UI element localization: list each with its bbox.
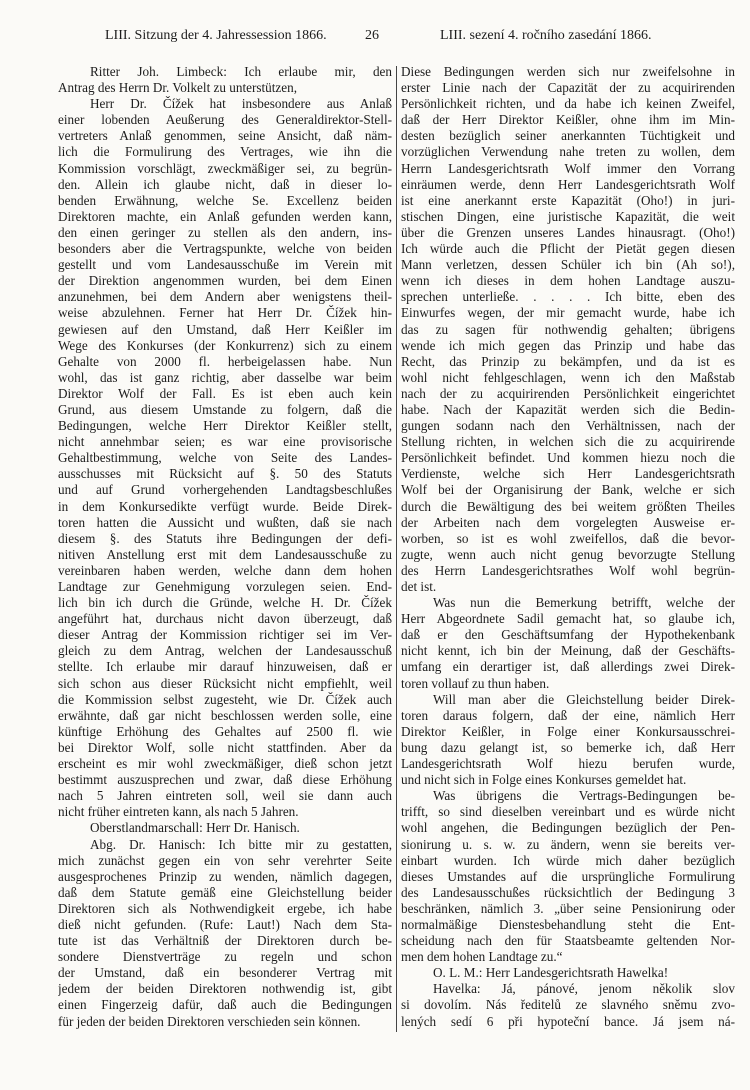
text-line: bestimmt auszusprechen und zwar, daß diese Erhöhung xyxy=(58,772,392,788)
text-line: daß dem Statute gemäß eine Gleichstellung beider xyxy=(58,884,392,900)
text-line: künftige Erhöhung des Gehaltes auf 2500 fl. wie xyxy=(58,723,392,739)
text-line: Verdienste, welche sich Herr Landesgerichtsrath xyxy=(401,466,735,482)
text-line: und nicht sich in Folge eines Konkurses gemeldet hat. xyxy=(401,772,687,788)
text-line: tute ist das Verhältniß der Direktoren durch be- xyxy=(58,933,392,949)
text-line: habe. Nach der Kapazität werden sich die Bedin- xyxy=(401,401,735,417)
text-line: Was nun die Bemerkung betrifft, welche der xyxy=(433,595,735,611)
text-line: desten bezüglich seiner anerkannten Tüchtigkeit und xyxy=(401,128,735,144)
text-line: das zu sagen für nothwendig gehalten; übrigens xyxy=(401,321,735,337)
text-line: erwähnte, daß gar nicht beschlossen werden solle, eine xyxy=(58,707,392,723)
text-line: der Direktion angenommen wurden, bei dem Einen xyxy=(58,273,392,289)
text-line: ist eine anerkannt erste Kapazität (Oho!) in juri- xyxy=(401,192,735,208)
text-line: det ist. xyxy=(401,579,437,594)
text-line: den einen geringer zu stellen als den andern, ins- xyxy=(58,224,392,240)
text-line: Persönlichkeit richten, und da habe ich keinen Zweifel, xyxy=(401,96,735,112)
text-line: Abg. Dr. Hanisch: Ich bitte mir zu gestatten, xyxy=(90,836,392,852)
text-line: sich schon aus dieser Rücksicht nicht empfiehlt, weil xyxy=(58,675,392,691)
text-line: vorzüglichen Verwendung nahe treten zu wollen, dem xyxy=(401,144,735,160)
text-line: Wege des Konkurses (der Konkurrenz) sich zu einem xyxy=(58,337,392,353)
text-line: zugte, wenn auch nicht genug bevorzugte Stellung xyxy=(401,546,735,562)
running-header-german: LIII. Sitzung der 4. Jahressession 1866. xyxy=(105,28,327,43)
text-line: Bedingungen, welche Herr Direktor Keißler stellt, xyxy=(58,418,392,434)
text-line: Direktor Keißler, in Folge einer Konkursausschrei- xyxy=(401,723,735,739)
text-line: beschränken, nämlich 3. „über seine Pensionirung oder xyxy=(401,900,735,916)
text-line: stellte. Ich erlaube mir darauf hinzuweisen, daß er xyxy=(58,659,392,675)
text-line: wenn ich dieses in dem hohen Landtage auszu- xyxy=(401,273,735,289)
text-line: Was übrigens die Vertrags-Bedingungen be- xyxy=(433,788,735,804)
text-line: lich die Formulirung des Vertrages, wie ihn die xyxy=(58,144,392,160)
text-line: angeführt hat, durchaus nicht davon überzeugt, daß xyxy=(58,611,392,627)
text-line: Havelka: Já, pánové, jenom několik slov xyxy=(433,981,735,997)
text-line: Herr Dr. Čížek hat insbesondere aus Anlaß xyxy=(90,96,392,112)
text-line: men dem hohen Landtage zu.“ xyxy=(401,949,563,965)
text-line: toren daraus folgern, daß der eine, nämlich Herr xyxy=(401,707,735,723)
text-line: Recht, das Prinzip zu bekämpfen, und da ist es xyxy=(401,353,735,369)
text-line: nitiven Anstellung erst mit dem Landesausschuße zu xyxy=(58,546,392,562)
text-line: Antrag des Herrn Dr. Volkelt zu unterstützen, xyxy=(58,80,298,96)
text-line: Ich würde auch die Pflicht der Pietät gegen diesen xyxy=(401,241,735,257)
text-line: stischen Dingen, eine juristische Kapazität, die weit xyxy=(401,208,735,224)
text-line: einbart wurden. Ich würde mich daher bezüglich xyxy=(401,852,735,868)
text-line: Mann verletzen, dessen Schüler ich bin (Ah so!), xyxy=(401,257,735,273)
text-line: Direktoren sich als Nothwendigkeit ergebe, ich habe xyxy=(58,900,392,916)
text-line: durch die Bewältigung des bei weitem größten Theiles xyxy=(401,498,735,514)
text-line: des Landesausschußes rücksichtlich der Bedingung 3 xyxy=(401,884,735,900)
text-line: sprechen unterließe. . . . . Ich bitte, eben des xyxy=(401,289,735,305)
text-line: des Herrn Landesgerichtsrathes Wolf wohl begrün- xyxy=(401,562,735,578)
text-line: die Kommission selbst zugesteht, wie Dr. Čížek auch xyxy=(58,691,392,707)
text-line: erscheint es mir wohl zweckmäßiger, dieß schon jetzt xyxy=(58,756,392,772)
text-line: Wolf bei der Organisirung der Bank, welche er sich xyxy=(401,482,735,498)
text-line: anzunehmen, bei dem Andern aber wenigstens theil- xyxy=(58,289,392,305)
text-line: einer lobenden Aeußerung des Generaldirektor-Stell- xyxy=(58,112,392,128)
text-line: dieses Umstandes auf die ursprüngliche Formulirung xyxy=(401,868,735,884)
text-line: bei Direktor Wolf, solle nicht stattfinden. Aber da xyxy=(58,739,392,755)
right-text-column xyxy=(401,64,735,1030)
text-line: der Umstand, daß ein besonderer Vertrag mit xyxy=(58,965,392,981)
page-number: 26 xyxy=(365,28,379,43)
text-line: O. L. M.: Herr Landesgerichtsrath Hawelka! xyxy=(433,965,669,981)
text-line: und auf Grund vorhergehenden Landtagsbeschlußes xyxy=(58,482,392,498)
text-line: nach der zu acquirirenden Persönlichkeit eingerichtet xyxy=(401,385,735,401)
text-line: sondere Dienstverträge zu regeln und schon xyxy=(58,949,392,965)
text-line: worben, so ist es wohl zweifellos, daß die bevor- xyxy=(401,530,735,546)
text-line: Stellung richten, in welchen sich die zu acquirirende xyxy=(401,434,735,450)
text-line: nicht kennt, ich bin der Meinung, daß der Geschäfts- xyxy=(401,643,735,659)
text-line: gleich zu dem Antrag, welchen der Landesausschuß xyxy=(58,643,392,659)
text-line: Persönlichkeit befindet. Und kommen hiezu noch die xyxy=(401,450,735,466)
text-line: daß der Herr Direktor Keißler, ohne ihm im Min- xyxy=(401,112,735,128)
text-line: toren vollauf zu thun haben. xyxy=(401,675,550,691)
text-line: dieß nicht gefunden. (Rufe: Laut!) Nach dem Sta- xyxy=(58,916,392,932)
text-line: Herr Abgeordnete Sadil gemacht hat, so glaube ich, xyxy=(401,611,735,627)
text-line: einräumen werde, denn Herr Landesgerichtsrath Wolf xyxy=(401,176,735,192)
text-line: weise abzulehnen. Ferner hat Herr Dr. Čížek hin- xyxy=(58,305,392,321)
text-line: Landesgerichtsrath Wolf hiezu berufen wurde, xyxy=(401,756,735,772)
text-line: Herrn Landesgerichtsrath Wolf immer den Vorrang xyxy=(401,160,735,176)
text-line: gewiesen auf den Umstand, daß Herr Keißler im xyxy=(58,321,392,337)
text-line: nach 5 Jahren eintreten soll, weil sie dann auch xyxy=(58,788,392,804)
text-line: jedem der beiden Direktoren nothwendig ist, gibt xyxy=(58,981,392,997)
text-line: lich bin ich durch die Gründe, welche H. Dr. Čížek xyxy=(58,595,392,611)
text-line: Kommission vorschlägt, zweckmäßiger sei, zu begrün- xyxy=(58,160,392,176)
text-line: Einwurfes wegen, der mir gemacht wurde, habe ich xyxy=(401,305,735,321)
text-line: wohl angehen, die Bedingungen bezüglich der Pen- xyxy=(401,820,735,836)
text-line: wende ich mich gegen das Prinzip und habe das xyxy=(401,337,735,353)
text-line: diesem §. des Statuts ihre Bedingungen der defi- xyxy=(58,530,392,546)
text-line: normalmäßige Dienstesbehandlung steht die Ent- xyxy=(401,916,735,932)
text-line: sionirung u. s. w. zu ändern, wenn sie bereits ver- xyxy=(401,836,735,852)
text-line: si dovolím. Nás ředitelů ze slavného sněmu zvo- xyxy=(401,997,735,1013)
text-line: über die Grenzen unseres Landes hinausragt. (Oho!) xyxy=(401,224,735,240)
text-line: Direktoren machte, ein Anlaß gefunden werden kann, xyxy=(58,208,392,224)
text-line: Ritter Joh. Limbeck: Ich erlaube mir, den xyxy=(90,64,392,79)
text-line: Oberstlandmarschall: Herr Dr. Hanisch. xyxy=(90,820,300,836)
text-line: Direktor Wolf der Fall. Es ist eben auch kein xyxy=(58,385,392,401)
text-line: nicht annehmbar seien; es war eine provisorische xyxy=(58,434,392,450)
text-line: ausgesprochenes Prinzip zu wenden, nämlich dagegen, xyxy=(58,868,392,884)
text-line: bung dazu gelangt ist, so bemerke ich, daß Herr xyxy=(401,739,735,755)
text-line: wohl, das ist ganz richtig, aber dasselbe war beim xyxy=(58,369,392,385)
text-line: daß er den Geschäftsumfang der Hypothekenbank xyxy=(401,627,735,643)
text-line: Gehaltbestimmung, welche von Seite des Landes- xyxy=(58,450,392,466)
text-line: besonders aber die Vertragspunkte, welche von beiden xyxy=(58,241,392,257)
text-line: toren hatten die Aussicht und wußten, daß sie nach xyxy=(58,514,392,530)
text-line: Will man aber die Gleichstellung beider Direk- xyxy=(433,691,735,707)
text-line: für jeden der beiden Direktoren verschieden sein können. xyxy=(58,1013,361,1029)
text-line: wohl nicht fehlgeschlagen, wenn ich den Maßstab xyxy=(401,369,735,385)
text-line: Diese Bedingungen werden sich nur zweifelsohne in xyxy=(401,64,735,79)
text-line: gungen sodann nach den Verhältnissen, nach der xyxy=(401,418,735,434)
text-line: trifft, so sind dieselben vereinbart und es würde nicht xyxy=(401,804,735,820)
text-line: umfang ein derartiger ist, daß allerdings zwei Direk- xyxy=(401,659,735,675)
text-line: der Arbeiten nach dem vorgelegten Ausweise er- xyxy=(401,514,735,530)
text-line: nicht früher eintreten kann, als nach 5 Jahren. xyxy=(58,804,299,820)
text-line: scheidung nach den für Staatsbeamte geltenden Nor- xyxy=(401,933,735,949)
column-divider xyxy=(396,66,397,1032)
text-line: den. Allein ich glaube nicht, daß in dieser lo- xyxy=(58,176,392,192)
text-line: vereinbaren haben werden, welche dann dem hohen xyxy=(58,562,392,578)
text-line: vertreters Anlaß genommen, seine Ansicht, daß näm- xyxy=(58,128,392,144)
text-line: Gehalte von 2000 fl. herbeigelassen habe. Nun xyxy=(58,353,392,369)
text-line: Grund, aus diesem Umstande zu folgern, daß die xyxy=(58,401,392,417)
running-header-czech: LIII. sezení 4. ročního zasedání 1866. xyxy=(440,28,652,43)
left-text-column xyxy=(58,64,392,1030)
text-line: einen Fingerzeig dafür, daß auch die Bedingungen xyxy=(58,997,392,1013)
text-line: in dem Konkursedikte verfügt wurde. Beide Direk- xyxy=(58,498,392,514)
text-line: lených sedí 6 při hypoteční bance. Já jsem ná- xyxy=(401,1013,735,1029)
text-line: erster Linie nach der Capazität der zu acquirirenden xyxy=(401,80,735,96)
text-line: gestellt und vom Landesausschuße im Verein mit xyxy=(58,257,392,273)
text-line: benden Erwähnung, welche Se. Excellenz beiden xyxy=(58,192,392,208)
text-line: Landtage zur Genehmigung vorzulegen seien. End- xyxy=(58,579,392,594)
text-line: mich zunächst gegen ein von sehr verehrter Seite xyxy=(58,852,392,868)
text-line: dieser Antrag der Kommission richtiger sei im Ver- xyxy=(58,627,392,643)
text-line: ausschusses mit Rücksicht auf §. 50 des Statuts xyxy=(58,466,392,482)
